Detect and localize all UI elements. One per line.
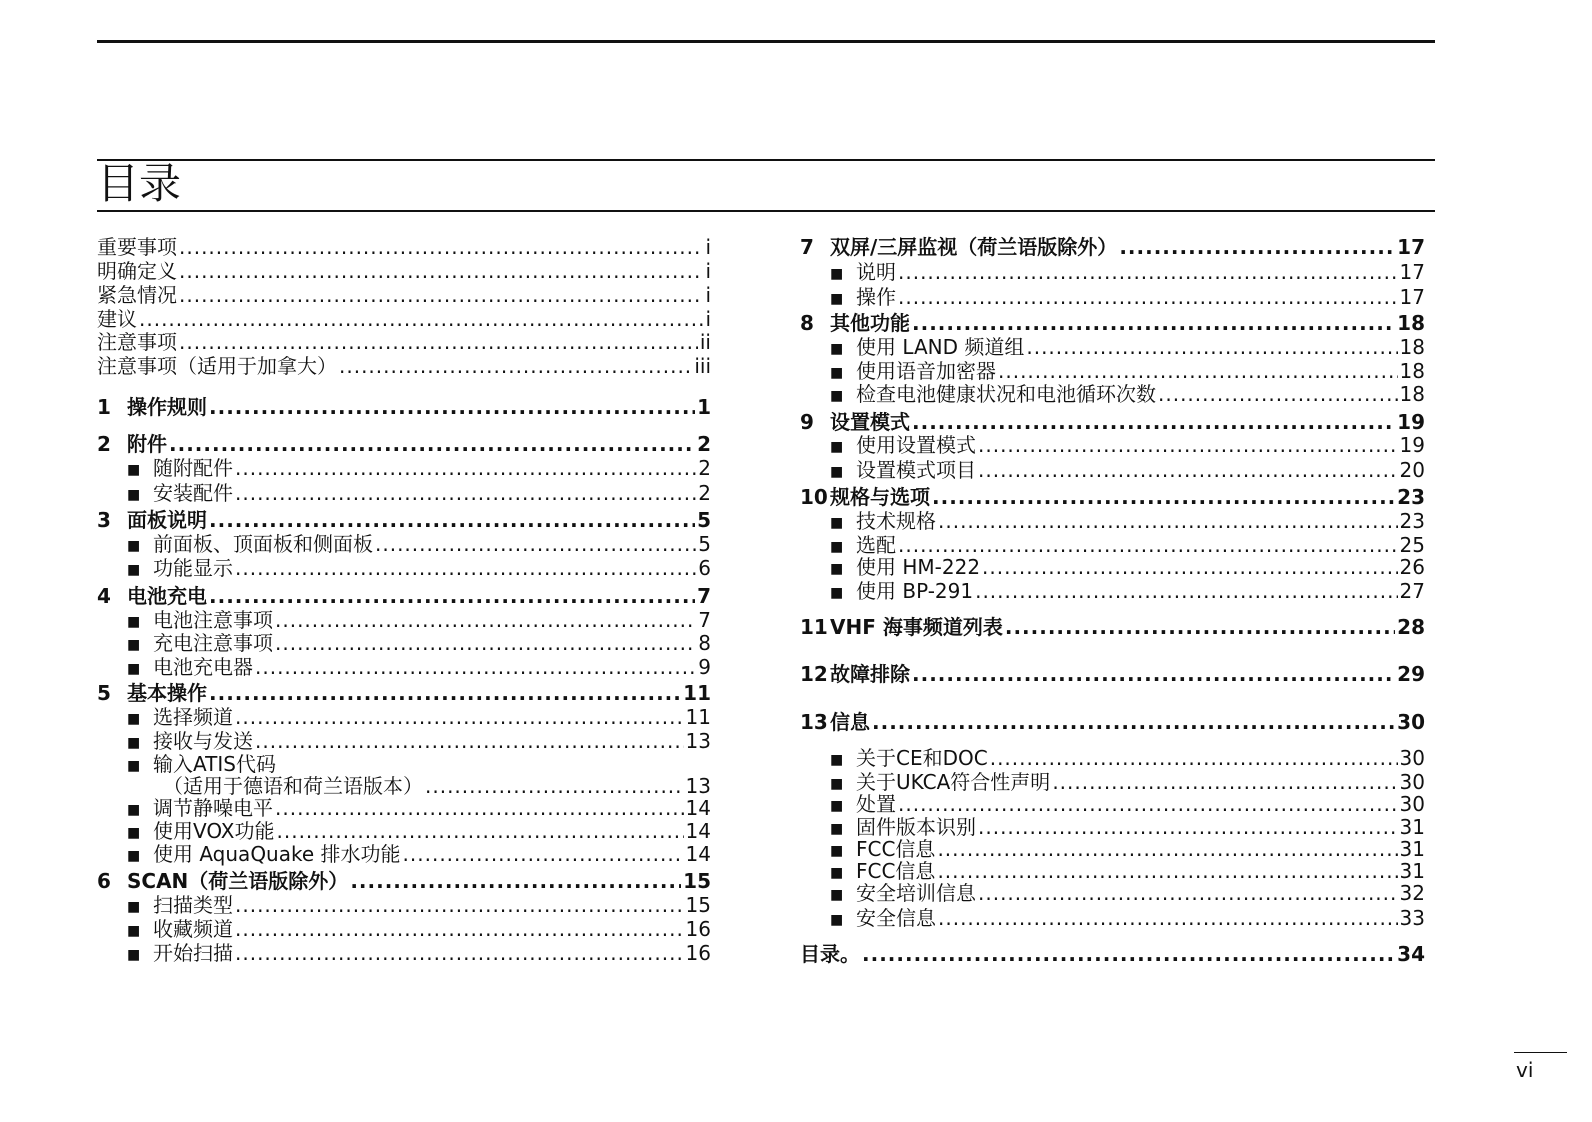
toc-page-number: 18 [1397, 311, 1425, 335]
toc-section[interactable] [800, 658, 1425, 684]
toc-entry-label: 输入ATIS代码 [153, 752, 276, 776]
toc-entry[interactable] [97, 838, 711, 866]
title-rule-top [97, 159, 1435, 161]
toc-page-number: 33 [1399, 906, 1425, 930]
toc-entry[interactable] [800, 355, 1425, 383]
toc-page-number: 7 [697, 584, 711, 608]
bullet-square-icon: ■ [830, 776, 844, 792]
toc-entry[interactable] [97, 279, 711, 307]
toc-entry[interactable] [800, 551, 1425, 579]
top-rule [97, 40, 1435, 43]
toc-entry[interactable] [800, 788, 1425, 816]
bullet-square-icon: ■ [127, 614, 141, 630]
toc-entry-label: 调节静噪电平 [153, 796, 273, 820]
toc-page-number: 17 [1399, 260, 1425, 284]
toc-entry-label: 关于CE和DOC [856, 746, 988, 770]
toc-entry[interactable] [97, 326, 711, 354]
bullet-square-icon: ■ [127, 947, 141, 963]
bullet-square-icon: ■ [830, 585, 844, 601]
toc-entry-label: 电池注意事项 [153, 608, 273, 632]
toc-entry-label: 注意事项（适用于加拿大） [97, 354, 337, 378]
toc-entry[interactable] [800, 855, 1425, 883]
toc-leader-dots [235, 481, 696, 505]
toc-entry[interactable] [97, 725, 711, 753]
toc-section[interactable] [800, 611, 1425, 637]
toc-page-number: 14 [685, 842, 711, 866]
page-title: 目录 [97, 159, 182, 208]
bullet-square-icon: ■ [830, 439, 844, 455]
toc-page-number: 18 [1399, 335, 1425, 359]
toc-section[interactable] [800, 938, 1425, 964]
bullet-square-icon: ■ [127, 661, 141, 677]
bullet-square-icon: ■ [127, 711, 141, 727]
toc-page-number: 25 [1399, 533, 1425, 557]
toc-entry[interactable] [800, 429, 1425, 457]
toc-page-number: 16 [685, 941, 711, 965]
toc-entry-label: 建议 [97, 307, 137, 331]
toc-entry[interactable] [97, 350, 711, 378]
toc-entry-label: （适用于德语和荷兰语版本） [163, 774, 423, 798]
page-number: vi [1516, 1058, 1534, 1082]
toc-page-number: 5 [698, 532, 711, 556]
toc-entry[interactable] [800, 256, 1425, 284]
toc-section[interactable] [800, 307, 1425, 333]
toc-page-number: 17 [1399, 285, 1425, 309]
toc-leader-dots [209, 395, 695, 419]
toc-entry[interactable] [97, 937, 711, 965]
toc-entry[interactable] [800, 766, 1425, 794]
bullet-square-icon: ■ [127, 637, 141, 653]
toc-section-number: 7 [800, 235, 814, 259]
toc-page-number: 9 [698, 655, 711, 679]
toc-leader-dots [403, 842, 684, 866]
toc-entry-label: 选配 [856, 533, 896, 557]
bullet-square-icon: ■ [127, 802, 141, 818]
toc-section-label: 故障排除 [830, 662, 910, 686]
toc-entry-label: 安全信息 [856, 906, 936, 930]
toc-leader-dots [1005, 615, 1395, 639]
toc-leader-dots [862, 942, 1395, 966]
toc-section-label: 目录。 [800, 942, 860, 966]
bullet-square-icon: ■ [830, 887, 844, 903]
toc-section-label: SCAN（荷兰语版除外） [127, 869, 349, 893]
toc-page-number: 13 [685, 729, 711, 753]
toc-leader-dots [235, 941, 684, 965]
toc-section-label: 信息 [830, 710, 870, 734]
toc-page-number: 30 [1397, 710, 1425, 734]
bullet-square-icon: ■ [830, 752, 844, 768]
toc-entry[interactable] [97, 528, 711, 556]
toc-entry-label: 充电注意事项 [153, 631, 273, 655]
toc-entry-label: 处置 [856, 792, 896, 816]
toc-section-number: 10 [800, 485, 828, 509]
toc-entry-label: 检查电池健康状况和电池循环次数 [856, 382, 1156, 406]
toc-section-label: 面板说明 [127, 508, 207, 532]
toc-page-number: 19 [1397, 410, 1425, 434]
toc-entry[interactable] [800, 742, 1425, 770]
toc-entry-label: 关于UKCA符合性声明 [856, 770, 1051, 794]
toc-page-number: 2 [698, 456, 711, 480]
bullet-square-icon: ■ [830, 821, 844, 837]
bullet-square-icon: ■ [127, 735, 141, 751]
bullet-square-icon: ■ [127, 487, 141, 503]
toc-entry-label: FCC信息 [856, 837, 936, 861]
toc-entry-label: 收藏频道 [153, 917, 233, 941]
toc-page-number: 17 [1397, 235, 1425, 259]
toc-page-number: iii [694, 354, 711, 378]
title-rule-bottom [97, 210, 1435, 212]
toc-page-number: 30 [1399, 770, 1425, 794]
toc-entry[interactable] [800, 331, 1425, 359]
toc-page-number: 16 [685, 917, 711, 941]
toc-page-number: 27 [1399, 579, 1425, 603]
toc-page-number: 32 [1399, 881, 1425, 905]
toc-page-number: i [705, 283, 711, 307]
toc-section[interactable] [800, 231, 1425, 257]
toc-entry-continuation[interactable] [97, 770, 711, 798]
toc-leader-dots [235, 556, 696, 580]
toc-entry-label: 使用 AquaQuake 排水功能 [153, 842, 401, 866]
bullet-square-icon: ■ [830, 341, 844, 357]
toc-entry-label: 设置模式项目 [856, 458, 976, 482]
toc-page-number: 23 [1397, 485, 1425, 509]
toc-entry-label: 安全培训信息 [856, 881, 976, 905]
bullet-square-icon: ■ [830, 798, 844, 814]
toc-page-number: 19 [1399, 433, 1425, 457]
toc-entry[interactable] [97, 913, 711, 941]
toc-entry-label: 说明 [856, 260, 896, 284]
toc-entry[interactable] [800, 877, 1425, 905]
toc-entry[interactable] [97, 452, 711, 480]
toc-section-number: 5 [97, 681, 111, 705]
toc-page-number: i [705, 235, 711, 259]
toc-page-number: 31 [1399, 859, 1425, 883]
toc-entry-label: 电池充电器 [153, 655, 253, 679]
toc-page-number: 30 [1399, 746, 1425, 770]
bullet-square-icon: ■ [830, 515, 844, 531]
toc-section-label: 其他功能 [830, 311, 910, 335]
toc-page-number: 28 [1397, 615, 1425, 639]
toc-page-number: 5 [697, 508, 711, 532]
toc-entry[interactable] [97, 231, 711, 259]
toc-entry-label: 固件版本识别 [856, 815, 976, 839]
toc-page-number: 34 [1397, 942, 1425, 966]
toc-entry[interactable] [97, 627, 711, 655]
toc-entry-label: FCC信息 [856, 859, 936, 883]
page-number-rule [1514, 1052, 1567, 1053]
toc-section-number: 11 [800, 615, 828, 639]
toc-leader-dots [872, 710, 1395, 734]
toc-page-number: 23 [1399, 509, 1425, 533]
toc-entry[interactable] [800, 575, 1425, 603]
toc-leader-dots [912, 662, 1395, 686]
toc-entry[interactable] [800, 833, 1425, 861]
toc-section[interactable] [800, 706, 1425, 732]
toc-leader-dots [938, 906, 1398, 930]
bullet-square-icon: ■ [830, 365, 844, 381]
bullet-square-icon: ■ [830, 865, 844, 881]
bullet-square-icon: ■ [127, 562, 141, 578]
toc-section-label: 设置模式 [830, 410, 910, 434]
bullet-square-icon: ■ [127, 462, 141, 478]
toc-entry-label: 技术规格 [856, 509, 936, 533]
toc-leader-dots [339, 354, 692, 378]
toc-entry-label: 明确定义 [97, 259, 177, 283]
toc-entry-label: 使用 BP-291 [856, 579, 974, 603]
toc-page-number: 18 [1399, 359, 1425, 383]
toc-section-label: VHF 海事频道列表 [830, 615, 1003, 639]
toc-page-number: 26 [1399, 555, 1425, 579]
toc-page-number: 15 [685, 893, 711, 917]
toc-page-number: 20 [1399, 458, 1425, 482]
toc-leader-dots [898, 285, 1398, 309]
toc-page-number: 2 [697, 432, 711, 456]
toc-entry[interactable] [97, 552, 711, 580]
toc-entry[interactable] [97, 815, 711, 843]
toc-entry[interactable] [97, 889, 711, 917]
toc-page-number: 18 [1399, 382, 1425, 406]
toc-section-number: 4 [97, 584, 111, 608]
toc-entry[interactable] [800, 811, 1425, 839]
toc-entry-label: 开始扫描 [153, 941, 233, 965]
toc-section-number: 6 [97, 869, 111, 893]
toc-entry[interactable] [800, 529, 1425, 557]
toc-entry-label: 功能显示 [153, 556, 233, 580]
toc-section[interactable] [97, 391, 711, 417]
toc-entry-label: 安装配件 [153, 481, 233, 505]
toc-page-number: 29 [1397, 662, 1425, 686]
toc-entry[interactable] [97, 651, 711, 679]
toc-section[interactable] [97, 677, 711, 703]
bullet-square-icon: ■ [830, 539, 844, 555]
bullet-square-icon: ■ [127, 899, 141, 915]
toc-page-number: i [705, 307, 711, 331]
toc-entry-label: 操作 [856, 285, 896, 309]
toc-entry-label: 使用VOX功能 [153, 819, 275, 843]
toc-page-number: 11 [685, 705, 711, 729]
toc-page-number: i [705, 259, 711, 283]
toc-entry-label: 注意事项 [97, 330, 177, 354]
toc-entry-label: 选择频道 [153, 705, 233, 729]
toc-section-number: 1 [97, 395, 111, 419]
toc-entry-label: 扫描类型 [153, 893, 233, 917]
toc-leader-dots [1158, 382, 1398, 406]
bullet-square-icon: ■ [830, 464, 844, 480]
toc-leader-dots [255, 655, 696, 679]
toc-page-number: 11 [683, 681, 711, 705]
toc-section[interactable] [97, 580, 711, 606]
toc-section[interactable] [97, 865, 711, 891]
toc-section-number: 3 [97, 508, 111, 532]
bullet-square-icon: ■ [127, 923, 141, 939]
toc-entry[interactable] [97, 792, 711, 820]
toc-entry-label: 随附配件 [153, 456, 233, 480]
toc-section-number: 8 [800, 311, 814, 335]
toc-entry-label: 接收与发送 [153, 729, 253, 753]
toc-entry-label: 前面板、顶面板和侧面板 [153, 532, 373, 556]
toc-page-number: ii [699, 330, 711, 354]
toc-entry-label: 使用语音加密器 [856, 359, 996, 383]
bullet-square-icon: ■ [127, 538, 141, 554]
toc-entry[interactable] [97, 477, 711, 505]
toc-entry[interactable] [97, 255, 711, 283]
toc-section-label: 操作规则 [127, 395, 207, 419]
toc-entry[interactable] [800, 281, 1425, 309]
toc-entry-label: 使用 LAND 频道组 [856, 335, 1025, 359]
bullet-square-icon: ■ [127, 848, 141, 864]
toc-entry-label: 使用设置模式 [856, 433, 976, 457]
bullet-square-icon: ■ [830, 843, 844, 859]
toc-section-label: 规格与选项 [830, 485, 930, 509]
toc-section-label: 附件 [127, 432, 167, 456]
toc-section[interactable] [800, 481, 1425, 507]
toc-entry[interactable] [97, 303, 711, 331]
toc-page-number: 13 [685, 774, 711, 798]
toc-page-number: 1 [697, 395, 711, 419]
toc-entry[interactable] [800, 902, 1425, 930]
toc-section-label: 电池充电 [127, 584, 207, 608]
bullet-square-icon: ■ [127, 758, 141, 774]
toc-page-number: 6 [698, 556, 711, 580]
toc-section-label: 基本操作 [127, 681, 207, 705]
bullet-square-icon: ■ [127, 825, 141, 841]
toc-page-number: 7 [698, 608, 711, 632]
toc-entry[interactable] [97, 604, 711, 632]
toc-section-number: 13 [800, 710, 828, 734]
toc-page-number: 8 [698, 631, 711, 655]
bullet-square-icon: ■ [830, 388, 844, 404]
toc-section[interactable] [97, 504, 711, 530]
toc-entry[interactable] [97, 748, 711, 776]
toc-page-number: 14 [685, 819, 711, 843]
toc-leader-dots [975, 579, 1397, 603]
toc-page-number: 31 [1399, 837, 1425, 861]
toc-entry-label: 使用 HM-222 [856, 555, 981, 579]
toc-page-number: 30 [1399, 792, 1425, 816]
toc-section-number: 2 [97, 432, 111, 456]
bullet-square-icon: ■ [830, 266, 844, 282]
toc-section-number: 9 [800, 410, 814, 434]
toc-entry[interactable] [800, 378, 1425, 406]
toc-section-label: 双屏/三屏监视（荷兰语版除外） [830, 235, 1118, 259]
toc-page-number: 14 [685, 796, 711, 820]
toc-entry[interactable] [97, 701, 711, 729]
toc-page-number: 15 [683, 869, 711, 893]
toc-entry-label: 重要事项 [97, 235, 177, 259]
toc-entry[interactable] [800, 454, 1425, 482]
toc-leader-dots [978, 458, 1398, 482]
bullet-square-icon: ■ [830, 561, 844, 577]
bullet-square-icon: ■ [830, 291, 844, 307]
toc-section-number: 12 [800, 662, 828, 686]
toc-entry-label: 紧急情况 [97, 283, 177, 307]
bullet-square-icon: ■ [830, 912, 844, 928]
toc-section[interactable] [97, 428, 711, 454]
toc-page-number: 31 [1399, 815, 1425, 839]
toc-entry[interactable] [800, 505, 1425, 533]
toc-page-number: 2 [698, 481, 711, 505]
